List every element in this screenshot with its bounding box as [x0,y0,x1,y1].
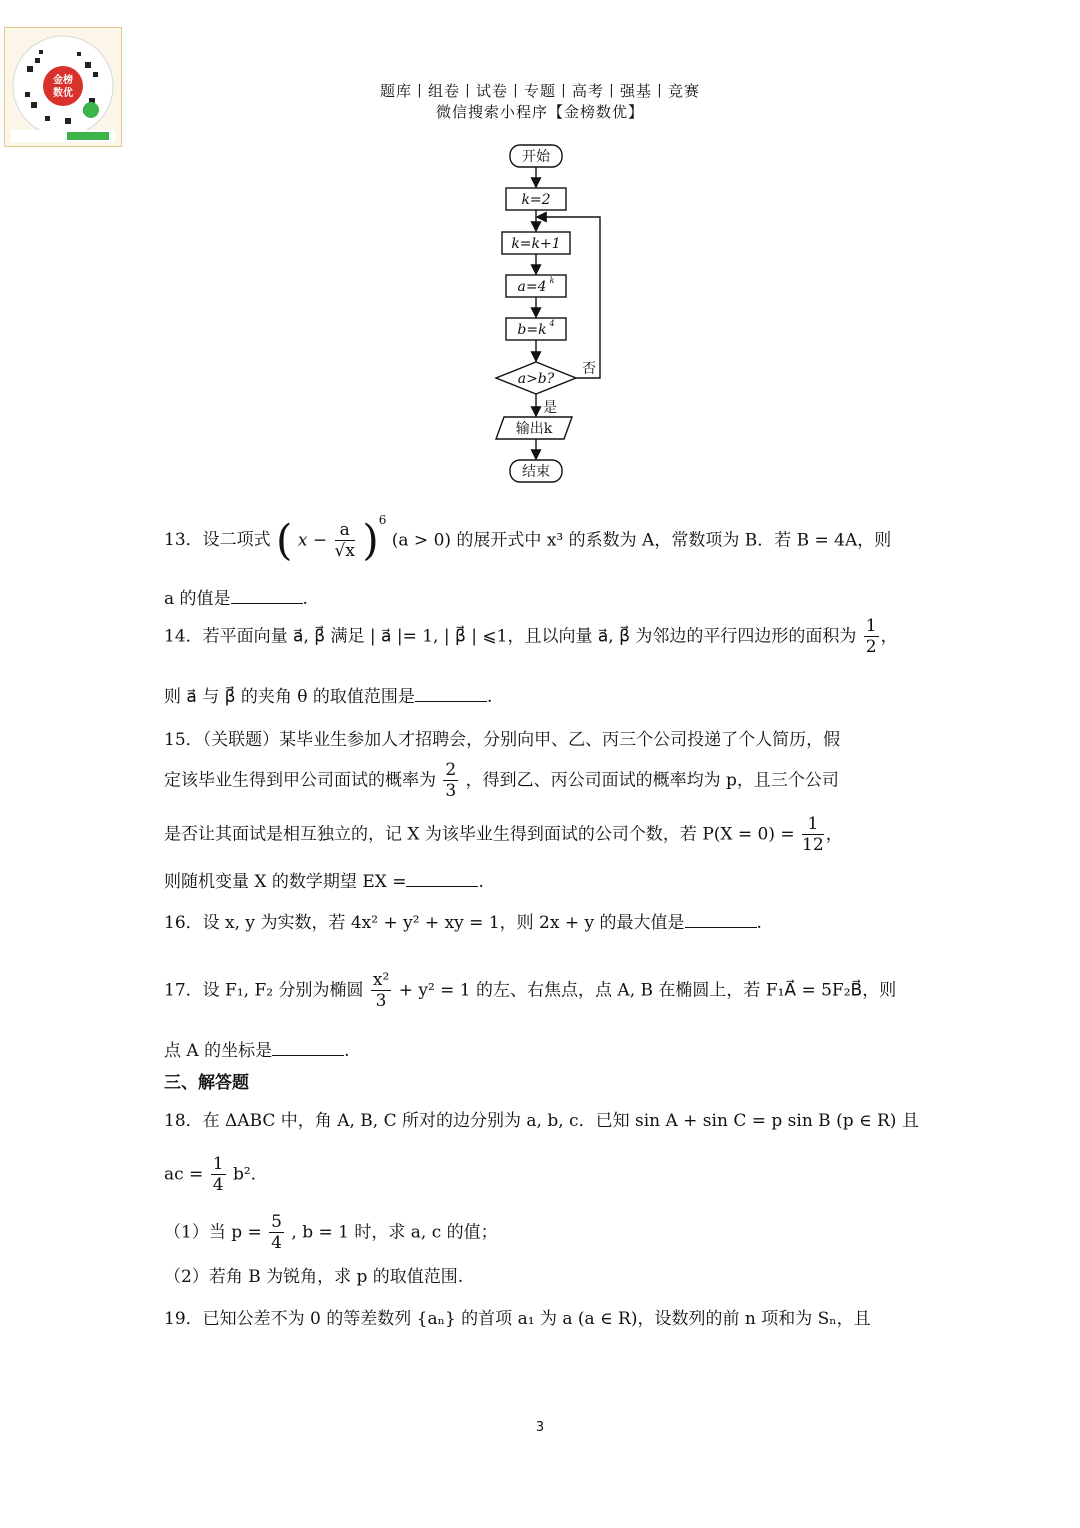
qr-center-text-2: 数优 [53,88,73,99]
q17-fraction: $\frac{\text{x²}}{3}$ [372,970,390,1011]
question-15-line2: 定该毕业生得到甲公司面试的概率为 $\frac{2}{3}$ ，得到乙、丙公司面试的概率均为 p，且三个公司 [164,760,839,801]
question-18-line1: 18．在 ΔABC 中，角 A, B, C 所对的边分别为 a, b, c．已知 sin A + sin C = p sin B (p ∈ R) 且 [164,1111,919,1131]
question-15-line3: 是否让其面试是相互独立的，记 X 为该毕业生得到面试的公司个数，若 P(X = 0) = $\frac{1}{12}$ ， [164,814,843,855]
flow-step-text: k=k+1 [511,236,561,252]
question-15-line4: 则随机变量 X 的数学期望 EX = . [164,872,484,892]
question-13-line2: a 的值是 . [164,589,308,609]
question-18-line2: ac = $\frac{1}{4}$ b²． [164,1154,268,1195]
q18-p-fraction: $\frac{5}{4}$ [271,1212,282,1253]
flow-b-exponent: 4 [549,319,555,328]
page-number: 3 [535,1420,545,1435]
flow-output-text: 输出k [515,421,553,437]
header-wechat-line: 微信搜索小程序【金榜数优】 [435,103,644,121]
question-15-line1: 15．（关联题）某毕业生参加人才招聘会，分别向甲、乙、丙三个公司投递了个人简历，假 [164,730,841,750]
flow-start-text: 开始 [522,149,550,165]
flow-end-text: 结束 [522,464,550,480]
question-17-line1: 17．设 F₁, F₂ 分别为椭圆 $\frac{\text{x²}}{3}$ + y² = 1 的左、右焦点，点 A, B 在椭圆上，若 F₁A⃗ = 5F₂B⃗，则 [164,970,897,1011]
flow-b-text: b=k [517,322,547,338]
flow-a-text: a=4 [517,279,547,295]
flow-decision-text: a>b? [517,371,555,387]
flow-init-text: k=2 [521,192,551,208]
qr-center-text-1: 金榜 [53,75,73,86]
question-18-part1: （1）当 p = $\frac{5}{4}$ , b = 1 时，求 a, c 的值； [164,1212,498,1253]
question-16: 16．设 x, y 为实数，若 4x² + y² + xy = 1，则 2x + y 的最大值是 . [164,913,762,933]
q13-fraction: $\frac{a}{√x}$ [334,520,355,561]
q15-fraction: $\frac{2}{3}$ [445,760,457,801]
flow-yes-label: 是 [543,400,557,416]
question-19: 19．已知公差不为 0 的等差数列 {aₙ} 的首项 a₁ 为 a (a ∈ R)，设数列的前 n 项和为 Sₙ，且 [164,1309,871,1329]
header-nav-line: 题库丨组卷丨试卷丨专题丨高考丨强基丨竞赛 [379,82,700,100]
question-17-line2: 点 A 的坐标是 . [164,1041,350,1061]
q18-fraction: $\frac{1}{4}$ [212,1154,224,1195]
question-14-line2: 则 a⃗ 与 β⃗ 的夹角 θ 的取值范围是 . [164,687,493,707]
section-heading: 三、解答题 [164,1073,249,1093]
flowchart [480,140,630,490]
flow-no-label: 否 [582,361,596,377]
q15-prob-fraction: $\frac{1}{12}$ [802,814,824,855]
question-18-part2: （2）若角 B 为锐角，求 p 的取值范围. [164,1267,464,1287]
question-14-line1: 14．若平面向量 a⃗, β⃗ 满足 | a⃗ |= 1, | β⃗ | ⩽1，且以向量 a⃗, β⃗ 为邻边的平行四边形的面积为 $\frac{1}{2}$ ， [164,616,898,657]
question-13-line1: 13．设二项式 ( x − $\frac{a}{√x}$ )$^6$ (a > 0) 的展开式中 x³ 的系数为 A，常数项为 B．若 B = 4A，则 [164,513,892,565]
flow-a-exponent: k [549,276,555,285]
q14-fraction: $\frac{1}{2}$ [865,616,877,657]
